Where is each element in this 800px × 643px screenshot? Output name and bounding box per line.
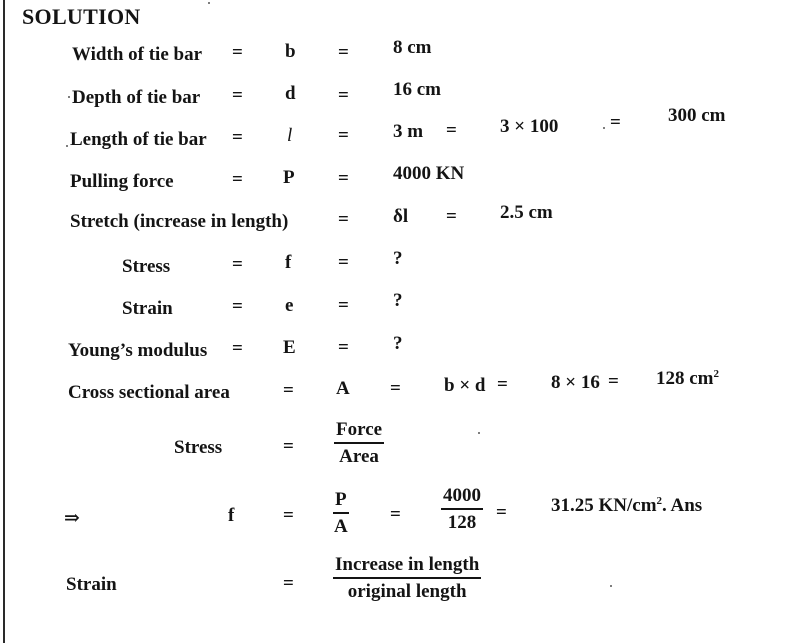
width-eq-2: = xyxy=(338,42,349,63)
modulus-value: ? xyxy=(393,333,403,354)
strain-eq-2: = xyxy=(338,295,349,316)
page-edge-line xyxy=(3,0,5,643)
scan-speck xyxy=(208,2,210,4)
area-eq-1: = xyxy=(283,380,294,401)
strain-fraction xyxy=(333,555,481,601)
length-label: Length of tie bar xyxy=(70,129,207,150)
fraction-denominator-128: 128 xyxy=(447,512,477,533)
force-symbol: P xyxy=(283,167,295,188)
scan-speck xyxy=(478,432,480,434)
fraction-numerator-force: Force xyxy=(334,420,384,444)
force-over-area-fraction xyxy=(334,420,384,466)
area-expr-2: 8 × 16 xyxy=(551,372,600,393)
stretch-symbol: δl xyxy=(393,206,409,227)
modulus-label: Young’s modulus xyxy=(68,340,208,361)
numeric-fraction xyxy=(441,486,483,532)
solution-heading: SOLUTION xyxy=(22,4,141,29)
length-value-3: 300 cm xyxy=(668,105,726,126)
p-over-a-fraction xyxy=(333,490,349,536)
implies-arrow-icon: ⇒ xyxy=(64,508,80,529)
fraction-numerator-increase: Increase in length xyxy=(333,555,481,579)
scan-speck xyxy=(603,127,605,129)
stress-formula-label: Stress xyxy=(174,437,223,458)
width-label: Width of tie bar xyxy=(72,44,203,65)
area-eq-2: = xyxy=(390,378,401,399)
stress-result: 31.25 $KN/cm^2$. Ans xyxy=(551,495,703,516)
length-value: 3 m xyxy=(393,121,424,142)
force-value: 4000 KN xyxy=(393,163,465,184)
calc-symbol-f: f xyxy=(228,505,235,526)
calc-eq-3: = xyxy=(496,502,507,523)
strain-eq-1: = xyxy=(232,296,243,317)
length-eq-1: = xyxy=(232,127,243,148)
length-eq-3: = xyxy=(446,120,457,141)
area-expr: b × d xyxy=(444,375,486,396)
width-value: 8 cm xyxy=(393,37,432,58)
depth-symbol: d xyxy=(285,83,296,104)
width-symbol: b xyxy=(285,41,296,62)
fraction-numerator-4000: 4000 xyxy=(441,486,483,510)
modulus-eq-2: = xyxy=(338,337,349,358)
scan-speck xyxy=(66,145,68,147)
modulus-symbol: E xyxy=(283,337,296,358)
stretch-label: Stretch (increase in length) xyxy=(70,211,289,232)
area-symbol: A xyxy=(336,378,350,399)
calc-eq-2: = xyxy=(390,504,401,525)
stress-symbol: f xyxy=(285,252,292,273)
scan-speck xyxy=(610,585,612,587)
area-result: 128 $cm^2$ xyxy=(656,368,720,389)
modulus-eq-1: = xyxy=(232,338,243,359)
strain-formula-eq: = xyxy=(283,573,294,594)
force-label: Pulling force xyxy=(70,171,174,192)
area-label: Cross sectional area xyxy=(68,382,230,403)
length-eq-4: = xyxy=(610,112,621,133)
stretch-value: 2.5 cm xyxy=(500,202,553,223)
scan-speck xyxy=(68,96,70,98)
depth-value: 16 cm xyxy=(393,79,442,100)
strain-formula-label: Strain xyxy=(66,574,117,595)
area-eq-3: = xyxy=(497,374,508,395)
calc-eq-1: = xyxy=(283,505,294,526)
stress-eq-1: = xyxy=(232,254,243,275)
strain-label: Strain xyxy=(122,298,173,319)
stress-value: ? xyxy=(393,248,403,269)
fraction-denominator-area: Area xyxy=(339,446,379,467)
length-eq-2: = xyxy=(338,125,349,146)
length-value-2: 3 × 100 xyxy=(500,116,559,137)
stretch-eq-2: = xyxy=(446,206,457,227)
strain-value: ? xyxy=(393,290,403,311)
stress-eq-2: = xyxy=(338,252,349,273)
fraction-numerator-p: P xyxy=(333,490,349,514)
force-eq-2: = xyxy=(338,168,349,189)
length-symbol: l xyxy=(287,125,293,146)
area-eq-4: = xyxy=(608,371,619,392)
stress-formula-eq: = xyxy=(283,436,294,457)
depth-label: Depth of tie bar xyxy=(72,87,201,108)
fraction-denominator-a: A xyxy=(333,516,348,537)
stress-label: Stress xyxy=(122,256,171,277)
stretch-eq-1: = xyxy=(338,209,349,230)
fraction-denominator-original: original length xyxy=(347,581,467,602)
depth-eq-1: = xyxy=(232,85,243,106)
depth-eq-2: = xyxy=(338,85,349,106)
force-eq-1: = xyxy=(232,169,243,190)
width-eq-1: = xyxy=(232,42,243,63)
strain-symbol: e xyxy=(285,295,294,316)
